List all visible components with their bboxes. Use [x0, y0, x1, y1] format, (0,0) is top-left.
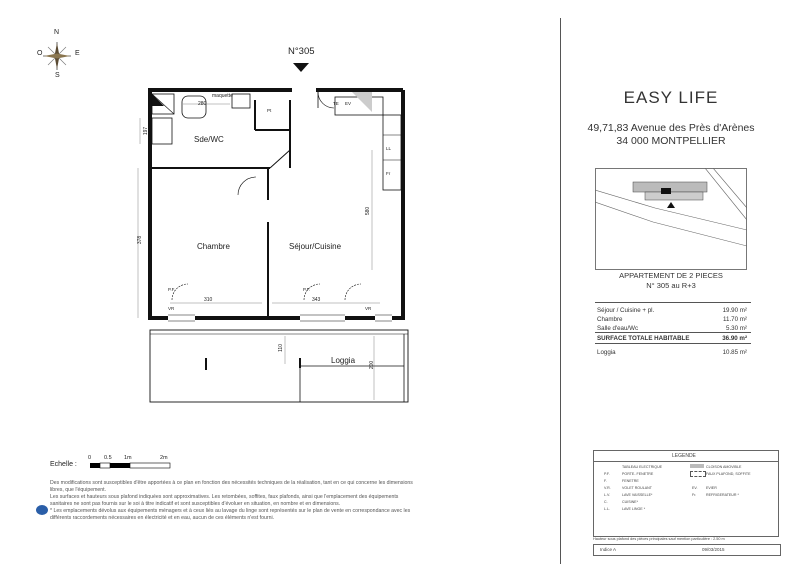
hatch: [152, 92, 372, 112]
revision-date: 09/03/2015: [702, 547, 725, 552]
scale-tick-2m: 2m: [160, 455, 168, 461]
revision-box: [593, 544, 781, 556]
revision-index: Indice A: [600, 547, 617, 552]
label-te: TE: [333, 101, 339, 106]
dim-280: 280: [198, 101, 207, 107]
site-map: [595, 168, 747, 270]
label-ll: LL: [386, 146, 392, 151]
dim-378: 378: [137, 235, 144, 245]
dim-200: 200: [369, 360, 376, 370]
surface-total-row: SURFACE TOTALE HABITABLE 36.90 m²: [597, 335, 747, 342]
scale-tick-0: 0: [88, 455, 92, 461]
label-vr-2: VR: [365, 306, 372, 311]
entry-arrow-icon: [293, 63, 309, 72]
scale-label: Echelle :: [50, 461, 77, 468]
title-block: [560, 18, 781, 564]
dim-197: 197: [143, 126, 150, 136]
loggia-row: Loggia 10.85 m²: [597, 349, 747, 356]
label-maquette: maquette: [212, 93, 233, 99]
surface-row-sejour: Séjour / Cuisine + pl. 19.90 m²: [597, 307, 747, 314]
project-address-1: 49,71,83 Avenue des Près d'Arènes: [587, 122, 755, 134]
label-ev: EV: [345, 101, 352, 106]
label-pf-1: P.F.: [168, 287, 176, 292]
note-line-1: Des modifications sont susceptibles d'être apportées à ce plan en fonction des nécessités techniques de la réalisation, tant en ce qui concerne les dimensions libres, que l'équipement.: [50, 480, 413, 493]
surface-row-chambre: Chambre 11.70 m²: [597, 316, 747, 323]
compass-west-label: O: [37, 50, 43, 57]
label-fr: Fr: [386, 171, 391, 176]
walls: [148, 90, 408, 402]
apartment-ref: N° 305 au R+3: [646, 281, 696, 290]
scale-bar: [90, 463, 170, 468]
label-pf-2: P.F.: [303, 287, 311, 292]
dim-343: 343: [312, 297, 321, 303]
legend: LEGENDE TABLEAU ELECTRIQUE P.F. PORTE- FENETRE F. FENETRE V.R. VOLET ROULANT L.V. LAVE VAISSELLE* C. CUISINE* L.L. LAVE LINGE * CLOISON AMOVIBLE FAUX PLAFOND, SOFFITE EV. EVIER Fr. REFRIGERATEUR *: [593, 450, 779, 537]
legend-title: LEGENDE: [672, 453, 696, 459]
compass-rose: [43, 42, 71, 70]
disclaimer-notes: [50, 480, 420, 522]
note-line-2: Les surfaces et hauteurs sous plafond indiquées sont approximatives. Les retombées, soffites, faux plafonds, ainsi que l'emplacement des équipements sanitaires ne sont pas fournis sur le soi à titre indicatif et sont susceptibles d'évoluer en situation, en nombre et en dimensions.: [50, 494, 399, 507]
apartment-type: APPARTEMENT DE 2 PIECES: [619, 271, 723, 280]
room-label-loggia: Loggia: [331, 356, 356, 365]
scale-tick-05: 0.5: [104, 455, 112, 461]
room-label-sde-wc: Sde/WC: [194, 135, 224, 144]
note-line-3: * Les emplacements dévolus aux équipements ménagers et à ceux liés au lavage du linge sont représentés sur le plan de vente en correspondance avec les différents raccordements nécessaires en électricité et en eau, aucun de ces éléments n'est fourni.: [50, 508, 411, 521]
compass-east-label: E: [75, 50, 80, 57]
dim-580: 580: [365, 206, 372, 216]
dim-310: 310: [204, 297, 213, 303]
compass-north-label: N: [54, 29, 60, 36]
nf-logo: [36, 505, 48, 515]
dim-110: 110: [277, 344, 284, 352]
apartment-number: N°305: [288, 46, 315, 57]
room-label-sejour: Séjour/Cuisine: [289, 242, 342, 251]
surface-row-salle-eau: Salle d'eau/Wc 5.30 m²: [597, 325, 747, 332]
compass-south-label: S: [55, 72, 60, 79]
project-name: EASY LIFE: [623, 88, 719, 107]
legend-footer: Hauteur sous plafond des pièces principales sauf mention particulière : 2.50 m: [593, 537, 725, 541]
project-address-2: 34 000 MONTPELLIER: [616, 135, 726, 147]
scale-tick-1m: 1m: [124, 455, 132, 461]
label-vr-1: VR: [168, 306, 175, 311]
room-label-chambre: Chambre: [197, 242, 230, 251]
label-pt: Pt: [267, 108, 272, 113]
